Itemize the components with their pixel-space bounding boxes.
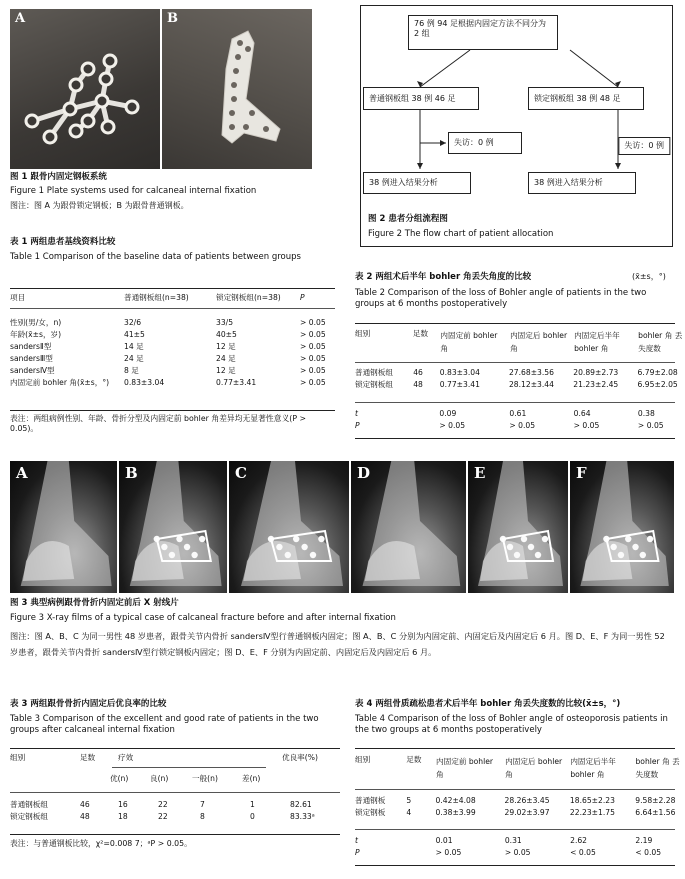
table3-title-cn: 表 3 两组跟骨骨折内固定后优良率的比较 bbox=[10, 699, 167, 709]
table-cell: 2.19 bbox=[635, 836, 653, 846]
table-row bbox=[353, 835, 685, 847]
table-cell: P bbox=[355, 848, 360, 858]
table-cell: 14 足 bbox=[124, 342, 144, 352]
table-cell: sandersⅣ型 bbox=[10, 366, 55, 376]
table1-header-locking: 锁定钢板组(n=38) bbox=[216, 293, 281, 303]
table-cell: 24 足 bbox=[216, 354, 236, 364]
table-row bbox=[353, 807, 685, 819]
table2-header-feet: 足数 bbox=[412, 329, 429, 338]
table4-header-group: 组别 bbox=[355, 755, 371, 764]
table-cell: 0.38±3.99 bbox=[435, 808, 476, 818]
fig3-note: 图注：图 A、B、C 为同一男性 48 岁患者，跟骨关节内骨折 sandersⅣ型行普通钢板内固定；图 A、B、C 分别为内固定前、内固定后及内固定后 6 月。图 D、E、F 为同一男性 52 岁患者，跟骨关节内骨折 sandersⅣ型行锁定钢板内固定；图 D、E、F 分别为内固定前、内固定后及内固定后 6 月。 bbox=[10, 631, 665, 657]
table-cell: 0.77±3.41 bbox=[439, 380, 480, 390]
table-header-row bbox=[108, 773, 280, 785]
fig1-label-a: A bbox=[15, 11, 26, 26]
table3-sub-poor: 差(n) bbox=[242, 774, 261, 784]
table-cell: 内固定前 bohler 角(x̄±s，°) bbox=[10, 378, 110, 388]
table-row bbox=[8, 353, 342, 365]
table-cell: 性别(男/女，n) bbox=[10, 318, 62, 328]
table2-title-unit: (x̄±s，°) bbox=[632, 272, 666, 281]
flow-lost-locking-label: 失访：0 例 bbox=[618, 137, 670, 155]
table-row bbox=[353, 367, 685, 379]
table-cell: 40±5 bbox=[216, 330, 237, 340]
xray-panel bbox=[119, 461, 227, 593]
xray-label: F bbox=[576, 464, 587, 482]
table-cell: 0.83±3.04 bbox=[124, 378, 165, 388]
table-cell: 12 足 bbox=[216, 366, 236, 376]
table-cell: > 0.05 bbox=[300, 318, 326, 328]
table-cell: 27.68±3.56 bbox=[508, 368, 554, 378]
table-cell: < 0.05 bbox=[635, 848, 662, 858]
flow-box-locking-group bbox=[528, 87, 644, 110]
table-cell: > 0.05 bbox=[300, 378, 326, 388]
fig1-photo-b bbox=[162, 9, 312, 169]
table-cell: 6.95±2.05 bbox=[637, 380, 678, 390]
table-cell: 8 足 bbox=[124, 366, 139, 376]
table-cell: P bbox=[355, 421, 360, 431]
fig3-caption-cn: 图 3 典型病例跟骨骨折内固定前后 X 射线片 bbox=[10, 598, 179, 608]
table-cell: 18.65±2.23 bbox=[569, 796, 615, 806]
table-cell: 普通钢板 bbox=[355, 796, 386, 806]
table-cell: 48 bbox=[80, 812, 90, 822]
table2-title-en: Table 2 Comparison of the loss of Bohler angle of patients in the two groups at 6 months postoperatively bbox=[355, 288, 647, 309]
xray-bone-image bbox=[229, 461, 349, 593]
table-cell: 0.01 bbox=[435, 836, 453, 846]
table1-header-item: 项目 bbox=[10, 293, 26, 303]
flow-box-total-text: 76 例 94 足根据内固定方法不同分为 2 组 bbox=[414, 19, 546, 38]
flow-box-final-locking bbox=[528, 172, 636, 194]
table2-header-post: 内固定后 bohler 角 bbox=[510, 331, 568, 353]
table3-sub-fair: 一般(n) bbox=[192, 774, 218, 784]
table-cell: > 0.05 bbox=[300, 330, 326, 340]
table-cell: 9.58±2.28 bbox=[635, 796, 676, 806]
table2-header bbox=[353, 329, 685, 355]
table-cell: 5 bbox=[406, 796, 412, 806]
xray-label: C bbox=[235, 464, 247, 482]
table-cell: 0.83±3.04 bbox=[439, 368, 480, 378]
table-cell: 0.09 bbox=[439, 409, 457, 419]
table-cell: 普通钢板组 bbox=[10, 800, 48, 810]
table-row bbox=[8, 799, 342, 811]
table-cell: t bbox=[355, 836, 358, 846]
table-cell bbox=[404, 847, 433, 859]
table-cell: 46 bbox=[413, 368, 423, 378]
table-cell: sandersⅡ型 bbox=[10, 342, 52, 352]
table-cell: 0.31 bbox=[504, 836, 522, 846]
table-cell: 22 bbox=[158, 812, 168, 822]
table3-header-feet: 足数 bbox=[80, 753, 96, 763]
table-cell: 0.61 bbox=[509, 409, 527, 419]
table-cell: 1 bbox=[250, 800, 255, 810]
table-cell: 普通钢板组 bbox=[355, 368, 393, 378]
table-header-row bbox=[8, 292, 342, 304]
table-cell: 32/6 bbox=[124, 318, 142, 328]
table-cell: 0.77±3.41 bbox=[216, 378, 257, 388]
xray-label: E bbox=[474, 464, 486, 482]
table-cell: < 0.05 bbox=[570, 848, 596, 858]
table-cell: 20.89±2.73 bbox=[573, 368, 619, 378]
table-row bbox=[353, 420, 685, 432]
table4-header-post: 内固定后 bohler 角 bbox=[505, 757, 563, 779]
table-row bbox=[353, 408, 685, 420]
fig3-caption-en: Figure 3 X-ray films of a typical case of calcaneal fracture before and after internal fixation bbox=[10, 613, 396, 623]
table1-header-p: P bbox=[300, 293, 305, 303]
xray-label: D bbox=[357, 464, 371, 482]
flow-box-total bbox=[408, 15, 558, 50]
table4-header-loss: bohler 角 丢失度数 bbox=[635, 757, 680, 779]
table-cell: 28.26±3.45 bbox=[504, 796, 550, 806]
xray-panel bbox=[229, 461, 349, 593]
table-cell: 6.64±1.56 bbox=[635, 808, 676, 818]
table1-body bbox=[8, 317, 342, 389]
table-cell: 2.62 bbox=[570, 836, 588, 846]
table3-body bbox=[8, 799, 342, 823]
table-cell: 0.42±4.08 bbox=[435, 796, 476, 806]
table-cell: 12 足 bbox=[216, 342, 236, 352]
table-cell: > 0.05 bbox=[504, 848, 531, 858]
table2-title-cn: 表 2 两组术后半年 bohler 角丢失角度的比较 bbox=[355, 272, 532, 282]
table-cell: 锁定钢板组 bbox=[355, 380, 393, 390]
table4-header bbox=[353, 755, 685, 781]
table-cell: 4 bbox=[406, 808, 412, 818]
table-cell: > 0.05 bbox=[300, 342, 326, 352]
table4-header-6m: 内固定后半年 bohler 角 bbox=[570, 757, 616, 779]
table-cell: > 0.05 bbox=[300, 354, 326, 364]
table-cell: 41±5 bbox=[124, 330, 145, 340]
table-cell bbox=[404, 835, 433, 847]
table-cell: 年龄(x̄±s，岁) bbox=[10, 330, 62, 340]
table4-header-pre: 内固定前 bohler 角 bbox=[436, 757, 494, 779]
table-cell: 29.02±3.97 bbox=[504, 808, 550, 818]
table3-title-en: Table 3 Comparison of the excellent and good rate of patients in the two groups after calcaneal internal fixation bbox=[10, 714, 319, 735]
table-row bbox=[8, 317, 342, 329]
table-cell: 28.12±3.44 bbox=[508, 380, 554, 390]
table1-title-cn: 表 1 两组患者基线资料比较 bbox=[10, 237, 116, 247]
standard-plate-image bbox=[162, 9, 312, 169]
table3-note: 表注：与普通钢板比较，χ²=0.008 7；ᵃP > 0.05。 bbox=[10, 839, 192, 848]
table-row bbox=[8, 377, 342, 389]
table-row bbox=[353, 795, 685, 807]
table-cell: > 0.05 bbox=[573, 421, 600, 431]
table-cell: 0.38 bbox=[637, 409, 655, 419]
table3-header-effect: 疗效 bbox=[118, 753, 134, 763]
table-cell: > 0.05 bbox=[439, 421, 466, 431]
table1-note: 表注：两组病例性别、年龄、骨折分型及内固定前 bohler 角差异均无显著性意义(P > 0.05)。 bbox=[10, 414, 307, 433]
xray-panel bbox=[351, 461, 466, 593]
locking-plate-image bbox=[10, 9, 160, 169]
table-cell: 锁定钢板组 bbox=[10, 812, 48, 822]
table4-title-cn: 表 4 两组骨质疏松患者术后半年 bohler 角丢失度数的比较(x̄±s，°) bbox=[355, 699, 621, 709]
table-cell: 6.79±2.08 bbox=[637, 368, 678, 378]
table-row bbox=[8, 329, 342, 341]
table3-header-rate: 优良率(%) bbox=[282, 753, 318, 763]
table-row bbox=[353, 847, 685, 859]
fig1-label-b: B bbox=[167, 11, 178, 26]
table-cell: 33/5 bbox=[216, 318, 234, 328]
table-cell: 16 bbox=[118, 800, 128, 810]
table-cell: 8 bbox=[200, 812, 205, 822]
table4-body bbox=[353, 795, 685, 819]
fig1-caption-en: Figure 1 Plate systems used for calcaneal internal fixation bbox=[10, 186, 257, 196]
table-header-row bbox=[353, 755, 685, 781]
table3-subheader bbox=[108, 773, 280, 785]
flow-box-standard-text: 普通钢板组 38 例 46 足 bbox=[369, 94, 456, 103]
table-cell: 0 bbox=[250, 812, 255, 822]
table-header-row bbox=[353, 329, 685, 355]
table4-header-feet: 足数 bbox=[406, 755, 422, 764]
flow-box-final-standard bbox=[363, 172, 471, 194]
flow-box-lost-standard-text: 失访：0 例 bbox=[454, 138, 494, 147]
xray-panel bbox=[468, 461, 568, 593]
table2-header-6m: 内固定后半年 bohler 角 bbox=[574, 331, 620, 353]
flow-box-locking-text: 锁定钢板组 38 例 48 足 bbox=[534, 94, 621, 103]
table-cell: 48 bbox=[413, 380, 423, 390]
table2-header-loss: bohler 角 丢失度数 bbox=[638, 331, 683, 353]
table-cell: 21.23±2.45 bbox=[573, 380, 619, 390]
table-cell: > 0.05 bbox=[637, 421, 664, 431]
table-cell bbox=[411, 420, 438, 432]
flow-box-final-standard-text: 38 例进入结果分析 bbox=[369, 178, 438, 187]
table-cell: > 0.05 bbox=[509, 421, 536, 431]
table-cell: 24 足 bbox=[124, 354, 144, 364]
table2-header-pre: 内固定前 bohler 角 bbox=[440, 331, 498, 353]
table1-header-standard: 普通钢板组(n=38) bbox=[124, 293, 189, 303]
table-row bbox=[353, 379, 685, 391]
fig2-caption-cn: 图 2 患者分组流程图 bbox=[368, 214, 448, 224]
table3-header-group: 组别 bbox=[10, 753, 26, 763]
xray-label: A bbox=[16, 464, 28, 482]
table-cell: 18 bbox=[118, 812, 128, 822]
table-cell: 22 bbox=[158, 800, 168, 810]
table-cell: 46 bbox=[80, 800, 90, 810]
flow-box-standard-group bbox=[363, 87, 479, 110]
fig1-photo-a bbox=[10, 9, 160, 169]
fig2-caption-en: Figure 2 The flow chart of patient allocation bbox=[368, 229, 554, 239]
fig1-note: 图注：图 A 为跟骨锁定钢板；B 为跟骨普通钢板。 bbox=[10, 201, 189, 210]
table-header-row bbox=[8, 752, 334, 764]
table-cell: > 0.05 bbox=[300, 366, 326, 376]
table-cell: 7 bbox=[200, 800, 205, 810]
table2-body bbox=[353, 367, 685, 391]
table-row bbox=[8, 811, 342, 823]
table-cell bbox=[411, 408, 438, 420]
table3-sub-good: 良(n) bbox=[150, 774, 169, 784]
table-cell: sandersⅢ型 bbox=[10, 354, 53, 364]
xray-panel bbox=[570, 461, 674, 593]
table4-stats bbox=[353, 835, 685, 859]
xray-label: B bbox=[125, 464, 138, 482]
xray-panel bbox=[10, 461, 117, 593]
table1-title-en: Table 1 Comparison of the baseline data of patients between groups bbox=[10, 252, 301, 262]
table3-sub-excellent: 优(n) bbox=[110, 774, 129, 784]
table-cell: > 0.05 bbox=[435, 848, 462, 858]
table-row bbox=[8, 341, 342, 353]
table2-header-group: 组别 bbox=[355, 329, 371, 338]
table-cell: 83.33ᵃ bbox=[290, 812, 315, 822]
fig1-caption-cn: 图 1 跟骨内固定钢板系统 bbox=[10, 172, 107, 182]
table1 bbox=[8, 292, 342, 304]
table-cell: 82.61 bbox=[290, 800, 312, 810]
table-cell: 锁定钢板 bbox=[355, 808, 386, 818]
flow-box-final-locking-text: 38 例进入结果分析 bbox=[534, 178, 603, 187]
table-row bbox=[8, 365, 342, 377]
table4-title-en: Table 4 Comparison of the loss of Bohler angle of osteoporosis patients in the two groups at 6 months postoperatively bbox=[355, 714, 668, 735]
table-cell: 22.23±1.75 bbox=[569, 808, 615, 818]
table-cell: t bbox=[355, 409, 358, 419]
table2-stats bbox=[353, 408, 685, 432]
table-cell: 0.64 bbox=[573, 409, 591, 419]
table3-header bbox=[8, 752, 334, 764]
flow-box-lost-standard bbox=[448, 132, 522, 154]
